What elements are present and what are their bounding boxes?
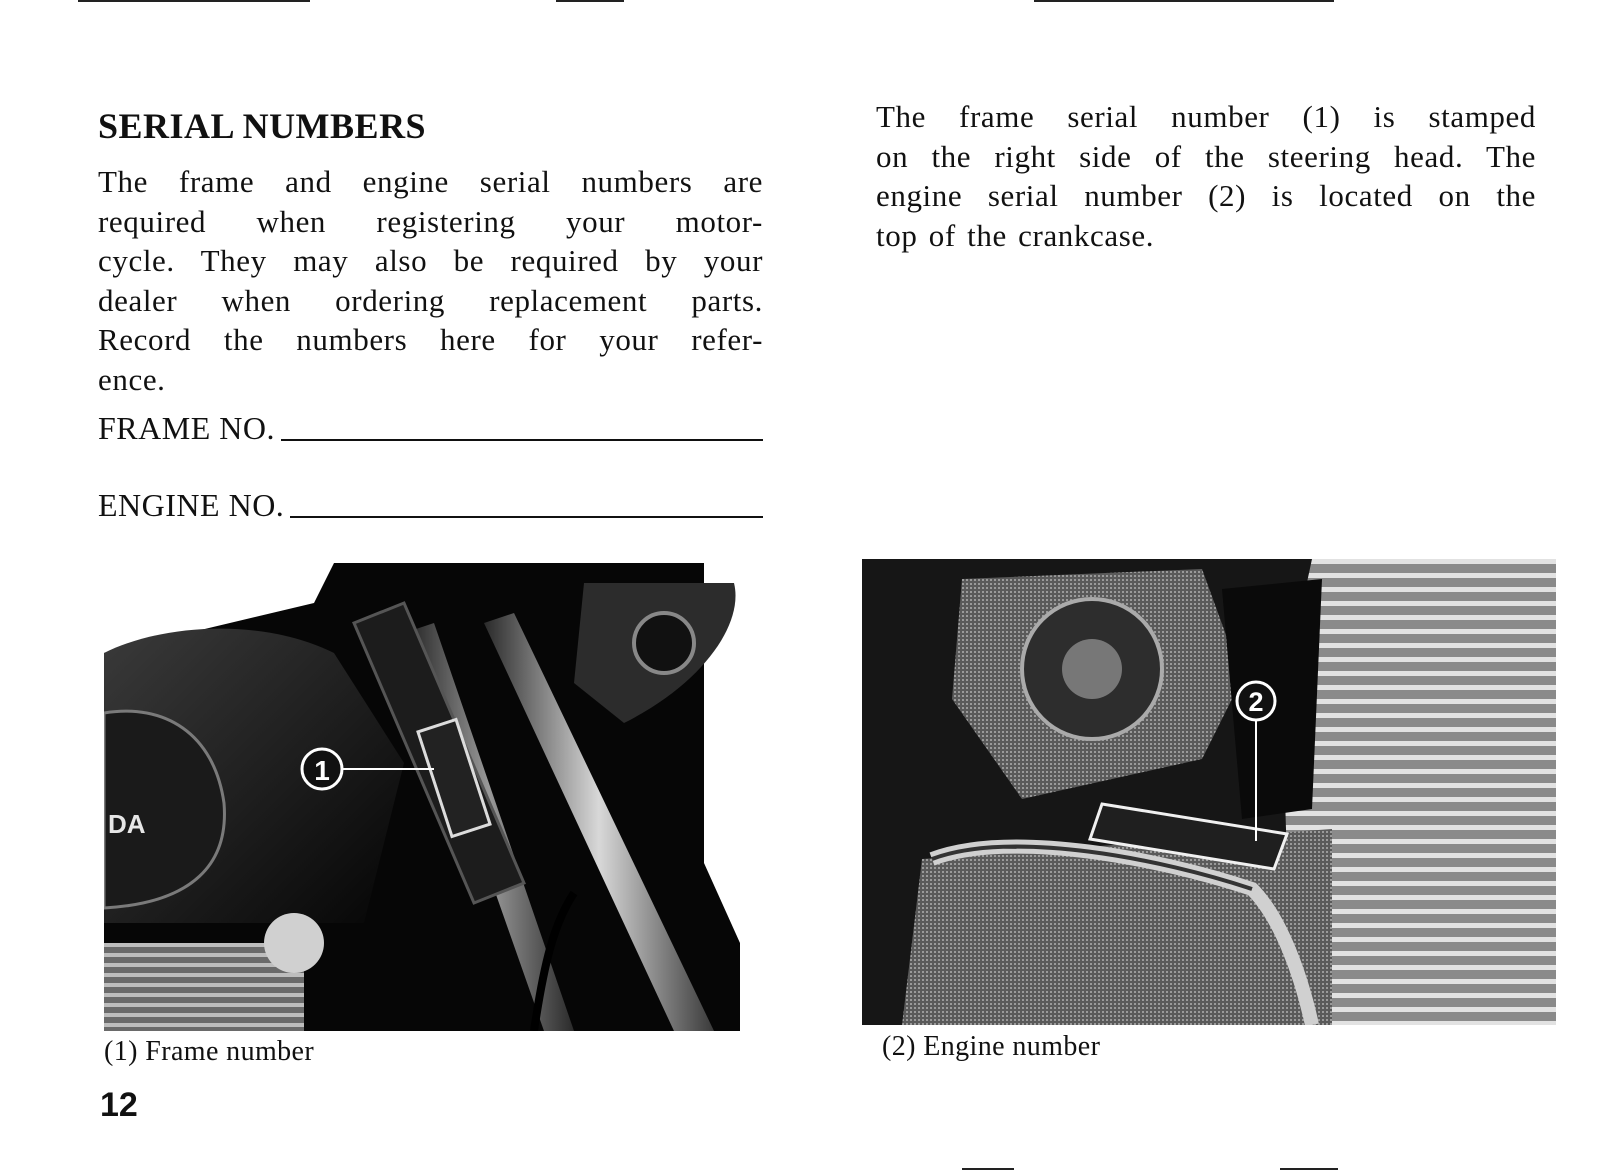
frame-number-field[interactable] [98,410,763,447]
left-column [98,100,763,399]
scan-edge-mark [78,0,310,2]
section-title: SERIAL NUMBERS [98,106,427,146]
location-line: engine serial number (2) is located on the [876,178,1536,213]
engine-number-label: ENGINE NO. [98,487,285,523]
tank-logo-lettering: DA [108,809,146,839]
intro-line: dealer when ordering replacement parts. [98,282,763,318]
engine-number-photo [862,559,1556,1025]
scan-edge-mark [1034,0,1334,2]
frame-photo-caption: (1) Frame number [104,1036,315,1067]
frame-number-photo [104,563,740,1031]
page-number: 12 [100,1086,138,1124]
location-line: top of the crankcase. [876,217,1155,253]
right-column [876,97,1536,255]
location-line: on the right side of the steering head. The [876,138,1536,174]
intro-line: required when registering your motor- [98,203,763,239]
engine-photo-illustration [862,559,1556,1025]
engine-photo-caption: (2) Engine number [882,1031,1101,1062]
frame-callout-number: 1 [314,755,330,786]
intro-line: The frame and engine serial numbers are [98,164,763,199]
intro-line: cycle. They may also be required by your [98,243,763,278]
scan-edge-mark [1280,1168,1338,1170]
scan-edge-mark [962,1168,1014,1170]
frame-number-blank-line[interactable] [281,439,763,441]
engine-number-blank-line[interactable] [290,516,763,518]
frame-photo-illustration [104,563,740,1031]
frame-number-label: FRAME NO. [98,410,275,446]
engine-callout-number: 2 [1248,687,1264,717]
intro-paragraph [98,162,763,399]
intro-line: ence. [98,361,166,397]
engine-number-field[interactable] [98,487,763,524]
scan-edge-mark [556,0,624,2]
intro-line: Record the numbers here for your refer- [98,322,763,357]
location-line: The frame serial number (1) is stamped [876,99,1536,134]
